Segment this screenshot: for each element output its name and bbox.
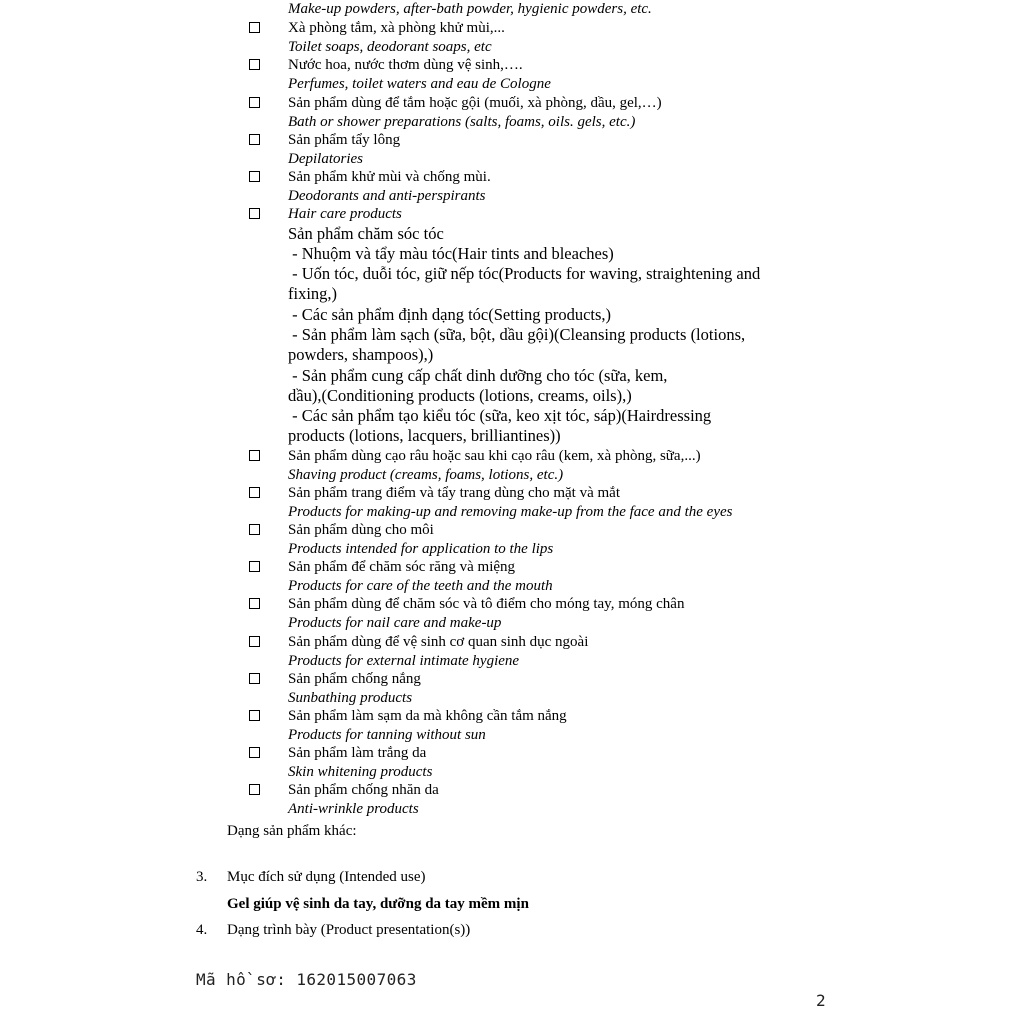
hair-care-line: Sản phẩm chăm sóc tóc bbox=[288, 224, 444, 243]
checkbox[interactable] bbox=[249, 59, 260, 70]
section-3-number: 3. bbox=[196, 869, 208, 885]
checkbox[interactable] bbox=[249, 97, 260, 108]
item-label-vi: Sản phẩm dùng để chăm sóc và tô điểm cho móng tay, móng chân bbox=[288, 596, 685, 612]
item-label-vi: Sản phẩm dùng cạo râu hoặc sau khi cạo râu (kem, xà phòng, sữa,...) bbox=[288, 448, 701, 464]
item-label-vi: Sản phẩm làm trắng da bbox=[288, 745, 427, 761]
item-label-vi: Sản phẩm làm sạm da mà không cần tắm nắng bbox=[288, 708, 567, 724]
item-label-en: Products intended for application to the lips bbox=[288, 541, 554, 557]
hair-care-line: - Các sản phẩm tạo kiểu tóc (sữa, keo xịt tóc, sáp)(Hairdressing bbox=[288, 406, 712, 425]
item-label-en: Skin whitening products bbox=[288, 764, 433, 780]
checkbox[interactable] bbox=[249, 524, 260, 535]
hair-care-line: dầu),(Conditioning products (lotions, creams, oils),) bbox=[288, 386, 632, 405]
checkbox[interactable] bbox=[249, 747, 260, 758]
checkbox[interactable] bbox=[249, 208, 260, 219]
item-label-en: Products for tanning without sun bbox=[288, 727, 486, 743]
checkbox[interactable] bbox=[249, 22, 260, 33]
hair-care-line: fixing,) bbox=[288, 284, 338, 303]
section-3-label: Mục đích sử dụng (Intended use) bbox=[227, 869, 426, 885]
section-4-number: 4. bbox=[196, 922, 208, 938]
item-label-en: Shaving product (creams, foams, lotions, etc.) bbox=[288, 467, 564, 483]
item-label-en: Hair care products bbox=[288, 206, 402, 222]
item-label-en: Bath or shower preparations (salts, foams, oils. gels, etc.) bbox=[288, 114, 636, 130]
item-label-en: Sunbathing products bbox=[288, 690, 413, 706]
item-label-en: Products for care of the teeth and the mouth bbox=[288, 578, 553, 594]
item-label-en: Anti-wrinkle products bbox=[288, 801, 419, 817]
intended-use-value: Gel giúp vệ sinh da tay, dưỡng da tay mềm mịn bbox=[227, 896, 529, 912]
checkbox[interactable] bbox=[249, 710, 260, 721]
checkbox[interactable] bbox=[249, 784, 260, 795]
item-label-vi: Sản phẩm dùng cho môi bbox=[288, 522, 434, 538]
checkbox[interactable] bbox=[249, 450, 260, 461]
hair-care-line: - Nhuộm và tẩy màu tóc(Hair tints and bleaches) bbox=[288, 244, 614, 263]
item-label-vi: Sản phẩm dùng để vệ sinh cơ quan sinh dục ngoài bbox=[288, 634, 589, 650]
item-label-vi: Sản phẩm trang điểm và tẩy trang dùng cho mặt và mắt bbox=[288, 485, 620, 501]
checkbox[interactable] bbox=[249, 561, 260, 572]
item-label-en: Products for making-up and removing make-up from the face and the eyes bbox=[288, 504, 733, 520]
item-label-en: Toilet soaps, deodorant soaps, etc bbox=[288, 39, 492, 55]
checkbox[interactable] bbox=[249, 134, 260, 145]
item-label-vi: Sản phẩm khử mùi và chống mùi. bbox=[288, 169, 491, 185]
item-label-en: Products for nail care and make-up bbox=[288, 615, 502, 631]
other-forms-label: Dạng sản phẩm khác: bbox=[227, 823, 357, 839]
item-label-vi: Sản phẩm chống nắng bbox=[288, 671, 421, 687]
item-label-en: Perfumes, toilet waters and eau de Cologne bbox=[288, 76, 551, 92]
item-label-vi: Xà phòng tắm, xà phòng khử mùi,... bbox=[288, 20, 505, 36]
item-label-en: Deodorants and anti-perspirants bbox=[288, 188, 486, 204]
checkbox[interactable] bbox=[249, 636, 260, 647]
continuation-line: Make-up powders, after-bath powder, hygienic powders, etc. bbox=[288, 1, 652, 17]
hair-care-line: - Sản phẩm làm sạch (sữa, bột, dầu gội)(Cleansing products (lotions, bbox=[288, 325, 746, 344]
checkbox[interactable] bbox=[249, 673, 260, 684]
page-number: 2 bbox=[816, 991, 826, 1010]
item-label-vi: Sản phẩm để chăm sóc răng và miệng bbox=[288, 559, 516, 575]
item-label-en: Depilatories bbox=[288, 151, 363, 167]
checkbox[interactable] bbox=[249, 171, 260, 182]
checkbox[interactable] bbox=[249, 487, 260, 498]
hair-care-line: products (lotions, lacquers, brilliantines)) bbox=[288, 426, 561, 445]
item-label-vi: Sản phẩm chống nhăn da bbox=[288, 782, 439, 798]
hair-care-line: - Các sản phẩm định dạng tóc(Setting products,) bbox=[288, 305, 612, 324]
item-label-en: Products for external intimate hygiene bbox=[288, 653, 520, 669]
section-4-label: Dạng trình bày (Product presentation(s)) bbox=[227, 922, 471, 938]
item-label-vi: Sản phẩm tẩy lông bbox=[288, 132, 401, 148]
checkbox[interactable] bbox=[249, 598, 260, 609]
hair-care-line: - Sản phẩm cung cấp chất dinh dưỡng cho tóc (sữa, kem, bbox=[288, 366, 668, 385]
file-code: Mã hồ sơ: 162015007063 bbox=[196, 970, 417, 989]
hair-care-line: - Uốn tóc, duỗi tóc, giữ nếp tóc(Products for waving, straightening and bbox=[288, 264, 761, 283]
item-label-vi: Sản phẩm dùng để tắm hoặc gội (muối, xà phòng, dầu, gel,…) bbox=[288, 95, 662, 111]
item-label-vi: Nước hoa, nước thơm dùng vệ sinh,…. bbox=[288, 57, 523, 73]
hair-care-line: powders, shampoos),) bbox=[288, 345, 434, 364]
